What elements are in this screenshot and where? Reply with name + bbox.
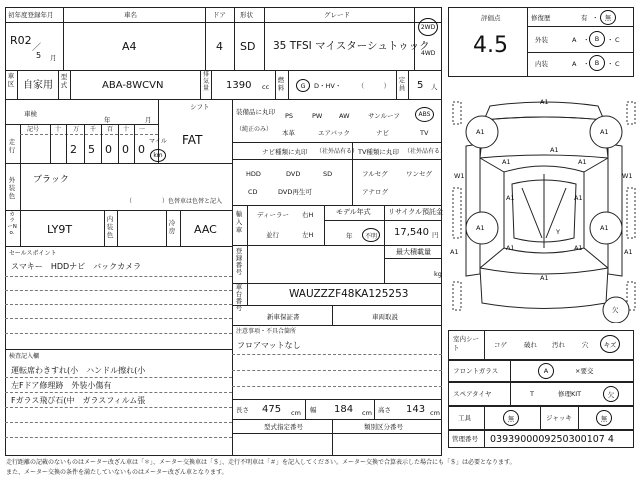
height-label: 高さ	[378, 406, 391, 414]
damage-mark: A1	[550, 146, 559, 154]
navi-sd: SD	[323, 170, 333, 178]
shift-label: シフト	[190, 103, 210, 111]
glass-other: ×要交	[575, 367, 594, 375]
model-year-unit: 年	[346, 232, 353, 240]
notes-value: フロアマットなし	[237, 341, 301, 350]
recycle-yen: 円	[432, 231, 439, 239]
fuel-g-circle: G	[296, 79, 310, 92]
equip-abs-circle: ABS	[415, 107, 434, 122]
type-number-label: 型式指定番号	[264, 423, 303, 431]
damage-diagram	[446, 98, 640, 323]
inspect-line: 運転席わきすれ(小 ハンドル擦れ(小	[11, 366, 146, 375]
shaken-month-unit: 月	[145, 116, 152, 124]
run-label: 走行	[8, 138, 16, 154]
color-number: LY9T	[47, 223, 73, 236]
width-label: 幅	[310, 406, 317, 414]
drive-2wd-circle: 2WD	[418, 18, 438, 36]
score-label: 評価点	[481, 14, 501, 22]
damage-mark: A1	[574, 244, 583, 252]
length-label: 長さ	[236, 406, 249, 414]
capacity-unit: 人	[431, 83, 438, 91]
inspect-line: Fガラス飛び石(中 ガラスフィルム張	[11, 396, 146, 405]
shaken-label: 車検	[24, 110, 37, 118]
km-circle: km	[150, 149, 166, 162]
mgmt-label: 管理番号	[452, 435, 478, 443]
car-name: A4	[122, 40, 137, 53]
equip-label: 装備品に丸印	[236, 108, 275, 116]
fuel-options: D・HV・ （ ）	[314, 82, 391, 90]
interior-grade-label: 内装	[535, 60, 548, 68]
repair-yes: 有	[581, 14, 588, 22]
damage-mark: A1	[476, 224, 485, 232]
digit-label: 記号	[27, 126, 40, 133]
header-grade-label: グレード	[324, 11, 350, 19]
jack-none-circle: 無	[596, 410, 612, 426]
ext-grade-a: A	[572, 36, 577, 44]
header-door-label: ドア	[213, 11, 226, 19]
disp-value: 1390	[226, 80, 252, 91]
damage-mark: W1	[622, 172, 633, 180]
ext-grade-c: C	[615, 36, 620, 44]
int-grade-b-circle: B	[589, 55, 605, 71]
mileage-digit: 0	[105, 143, 112, 156]
int-grade-a: A	[572, 60, 577, 68]
color-label: 外装色	[8, 176, 16, 200]
disp-unit: cc	[262, 83, 270, 91]
score-value: 4.5	[473, 33, 508, 58]
damage-mark: W1	[454, 172, 465, 180]
mgmt-number: 0393900009250300107 4	[490, 434, 614, 445]
header-name-label: 車名	[124, 11, 137, 19]
color-value: ブラック	[33, 175, 69, 185]
digit-label: 百	[107, 126, 114, 133]
header-year-label: 初年度登録年月	[8, 11, 54, 19]
int-grade-c: C	[615, 60, 620, 68]
class-number-label: 類別区分番号	[364, 423, 403, 431]
spare-label: スペアタイヤ	[453, 390, 492, 398]
damage-mark: 欠	[612, 306, 619, 314]
glass-label: フロントガラス	[453, 367, 499, 375]
exterior-label: 外装	[535, 36, 548, 44]
repair-no-circle: 無	[600, 10, 616, 25]
damage-mark: A1	[476, 128, 485, 136]
spare-missing-circle: 欠	[603, 386, 619, 402]
digit-label: 一	[139, 126, 146, 133]
shift-value: FAT	[182, 133, 203, 147]
right-hand-drive: 右H	[302, 211, 314, 219]
seat-burn: コゲ	[494, 341, 507, 349]
damage-mark: Y	[556, 228, 560, 236]
door-count: 4	[216, 40, 223, 53]
damage-mark: A1	[574, 194, 583, 202]
glass-a-circle: A	[538, 363, 554, 379]
model-value: ABA-8WCVN	[102, 80, 164, 91]
kubun-label: 車区	[7, 72, 15, 88]
width-value: 184	[334, 404, 354, 415]
digit-label: 万	[73, 126, 80, 133]
height-value: 143	[406, 404, 426, 415]
damage-mark: A1	[506, 194, 515, 202]
damage-mark: A1	[578, 158, 587, 166]
kubun-value: 自家用	[23, 80, 53, 91]
damage-mark: A1	[540, 274, 549, 282]
cap-label: 定員	[398, 76, 406, 92]
interior-label: 内装色	[106, 215, 114, 239]
model-year-unknown-circle: 不明	[362, 228, 380, 242]
width-unit: cm	[362, 409, 372, 417]
equip-aw: AW	[339, 112, 350, 120]
navi-cd: CD	[248, 188, 258, 196]
tool-label: 工具	[458, 414, 471, 422]
vin-number: WAUZZZF48KA125253	[289, 288, 409, 300]
repair-label: 修復歴	[531, 14, 551, 22]
length-unit: cm	[291, 409, 301, 417]
manual-label: 車両取説	[372, 313, 398, 321]
mileage-digit: 5	[88, 143, 95, 156]
reg-month: 5	[36, 51, 42, 60]
seat-dirt: 汚れ	[552, 341, 565, 349]
sales-label: セールスポイント	[9, 250, 57, 257]
tv-analog: アナログ	[362, 188, 388, 196]
reg-year: R02	[10, 34, 32, 47]
equip-ps: PS	[285, 112, 294, 120]
tool-none-circle: 無	[503, 410, 519, 426]
mileage-digit: 2	[70, 143, 77, 156]
import-dealer: ディーラー	[257, 211, 289, 219]
equip-tv: TV	[420, 129, 429, 137]
seat-tear: 破れ	[524, 341, 537, 349]
damage-mark: A1	[506, 244, 515, 252]
tv-sub-label: （社外品有る）	[404, 148, 447, 155]
jack-label: ジャッキ	[546, 414, 572, 422]
mileage-digit: 0	[138, 143, 145, 156]
color-note: （ ）色替車は色替と記入	[126, 198, 223, 205]
equip-navi: ナビ	[376, 129, 389, 137]
digit-label: 十	[55, 126, 62, 133]
disp-label: 排気量	[202, 71, 209, 92]
damage-mark: A1	[502, 158, 511, 166]
spare-kit: 修理KIT	[558, 390, 582, 398]
equip-sunroof: サンルーフ	[368, 112, 400, 120]
load-label: 最大積載量	[396, 248, 431, 256]
navi-label: ナビ種類に丸印	[262, 148, 308, 156]
sales-value: スマキー HDDナビ バックカメラ	[11, 262, 142, 271]
footer-note-1: 走行距離の記載のないものはメーター改ざん車は「＊」、メーター交換車は「＄」、走行不明車は「＃」を記入してください。メーター交換で合算表示した場合にも「＄」は必要となります。	[6, 459, 516, 466]
tv-label: TV種類に丸印	[358, 148, 399, 156]
shaken-year-unit: 年	[104, 116, 111, 124]
capacity: 5	[417, 80, 424, 91]
navi-dvd: DVD	[286, 170, 301, 178]
mile-unit: マイル	[149, 138, 167, 145]
tv-fullseg: フルセグ	[362, 170, 388, 178]
inspect-line: 左Fドア修理跡 外装小傷有	[11, 381, 112, 390]
navi-dvd-play: DVD再生可	[278, 188, 312, 196]
tv-oneseg: ワンセグ	[406, 170, 432, 178]
equip-pw: PW	[312, 112, 323, 120]
import-label: 輸入車	[235, 210, 243, 234]
load-unit: kg	[434, 270, 442, 278]
colorno-label: カラーNo.	[7, 212, 17, 236]
seat-scratch-circle: キズ	[600, 335, 620, 353]
damage-mark: A1	[600, 224, 609, 232]
ac-value: AAC	[194, 223, 217, 236]
damage-mark: A1	[624, 248, 633, 256]
footer-note-2: また、メーター交換の条件を満たしていないものはメーター改ざん車となります。	[6, 469, 228, 476]
damage-mark: A1	[450, 248, 459, 256]
digit-label: 千	[90, 126, 97, 133]
seat-hole: 穴	[582, 341, 589, 349]
drive-4wd: 4WD	[421, 50, 436, 57]
equip-airbag: エアバック	[318, 129, 350, 137]
equip-leather: 本革	[282, 129, 295, 137]
fuel-label: 燃料	[277, 76, 285, 92]
damage-mark: A1	[600, 128, 609, 136]
equip-sub-label: （純正のみ）	[236, 126, 273, 133]
reg-month-unit: 月	[50, 54, 57, 62]
ac-label: 冷房	[168, 219, 176, 235]
height-unit: cm	[430, 409, 440, 417]
navi-sub-label: （社外品有る）	[316, 148, 359, 155]
seat-label: 室内シート	[453, 335, 479, 352]
spare-t: T	[530, 390, 534, 398]
model-label: 型式	[60, 73, 68, 89]
vin-label: 車台番号	[235, 283, 243, 312]
navi-hdd: HDD	[246, 170, 261, 178]
ext-grade-b-circle: B	[589, 31, 605, 47]
model-year-label: モデル年式	[336, 208, 371, 216]
recycle-amount: 17,540	[394, 227, 429, 238]
notes-label: 注意事項・不具合箇所	[236, 328, 297, 335]
length-value: 475	[262, 404, 282, 415]
header-shape-label: 形状	[240, 11, 253, 19]
mileage-digit: 0	[122, 143, 129, 156]
left-hand-drive: 左H	[302, 231, 314, 239]
reg-label: 登録番号	[235, 247, 243, 276]
digit-label: 十	[123, 126, 130, 133]
recycle-label: リサイクル預託金	[388, 208, 444, 216]
body-shape: SD	[240, 40, 256, 53]
damage-mark: A1	[540, 98, 549, 106]
import-parallel: 並行	[266, 231, 279, 239]
reg-year-slash: ／	[32, 43, 42, 53]
grade: 35 TFSI マイスターシュトゥック	[273, 40, 430, 52]
new-warranty-label: 新車保証書	[267, 313, 300, 321]
inspect-label: 検査記入欄	[9, 353, 40, 360]
